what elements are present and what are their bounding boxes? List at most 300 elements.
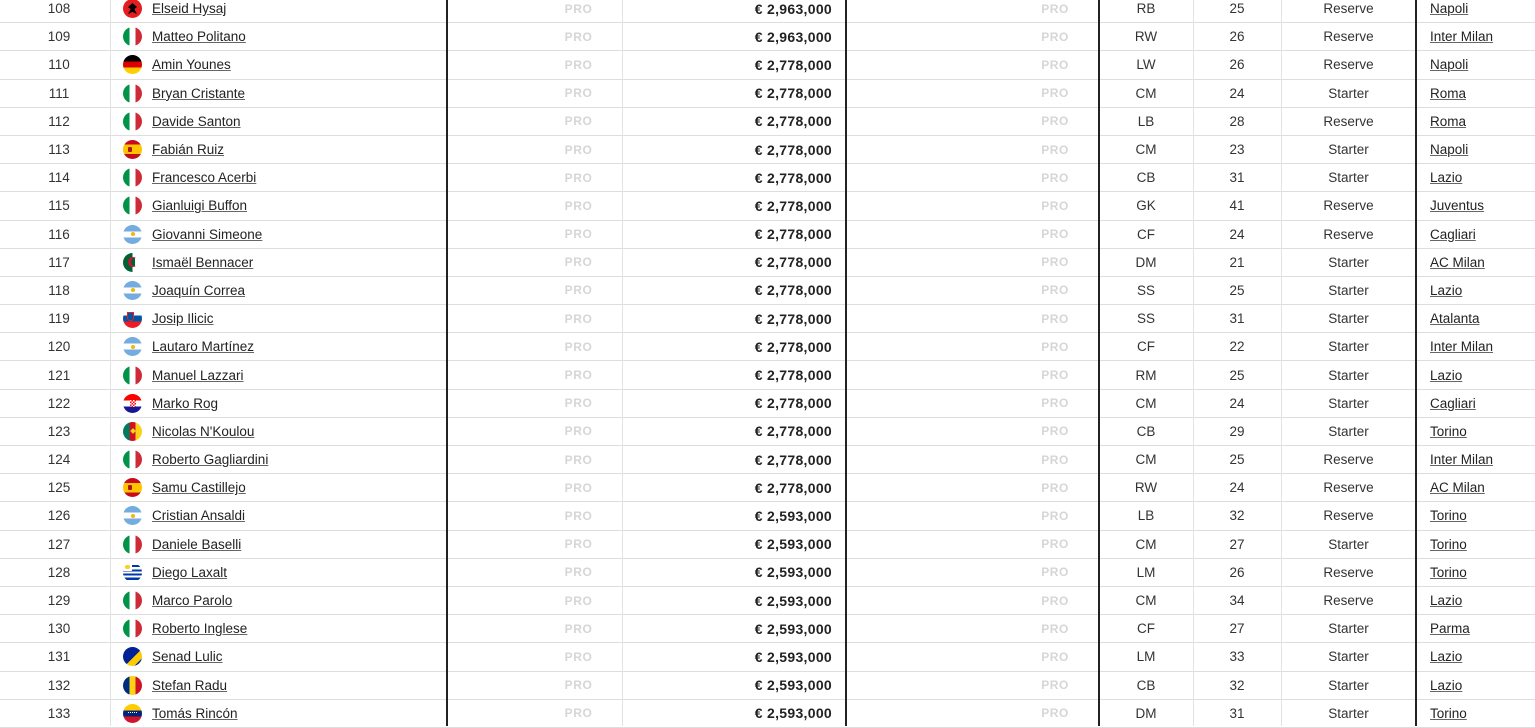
italy-flag-icon — [123, 84, 142, 103]
table-row — [0, 643, 1535, 671]
player-cell — [110, 502, 447, 529]
table-row — [0, 23, 1535, 51]
market-value-cell: € 2,778,000 — [754, 479, 832, 496]
player-link[interactable]: Francesco Acerbi — [152, 170, 257, 186]
pro-badge: PRO — [564, 593, 593, 608]
team-cell — [1416, 0, 1535, 22]
pro-badge: PRO — [1041, 170, 1069, 185]
team-link[interactable]: Atalanta — [1430, 311, 1480, 327]
column-divider — [845, 0, 847, 726]
rank-cell: 133 — [47, 705, 71, 721]
rank-cell: 120 — [47, 339, 71, 355]
team-cell — [1416, 446, 1535, 473]
player-link[interactable]: Roberto Gagliardini — [152, 452, 269, 468]
argentina-flag-icon — [123, 506, 142, 525]
player-link[interactable]: Stefan Radu — [152, 677, 228, 693]
age-cell: 31 — [1229, 311, 1245, 327]
market-value-cell: € 2,593,000 — [754, 592, 832, 609]
spain-flag-icon — [123, 140, 142, 159]
player-cell — [110, 418, 447, 445]
team-link[interactable]: Napoli — [1430, 1, 1469, 17]
player-link[interactable]: Nicolas N'Koulou — [152, 423, 255, 439]
team-cell — [1416, 531, 1535, 558]
market-value-cell: € 2,778,000 — [754, 254, 832, 271]
player-link[interactable]: Ismaël Bennacer — [152, 254, 254, 270]
pro-badge: PRO — [564, 142, 593, 157]
team-link[interactable]: Juventus — [1430, 198, 1485, 214]
market-value-cell: € 2,778,000 — [754, 423, 832, 440]
algeria-flag-icon — [123, 253, 142, 272]
player-link[interactable]: Amin Younes — [152, 57, 231, 73]
age-cell: 25 — [1229, 367, 1245, 383]
player-cell — [110, 587, 447, 614]
market-value-cell: € 2,778,000 — [754, 338, 832, 355]
rank-cell: 125 — [47, 480, 71, 496]
status-cell: Reserve — [1323, 508, 1374, 524]
argentina-flag-icon — [123, 337, 142, 356]
table-row — [0, 502, 1535, 530]
position-cell: LM — [1136, 564, 1156, 580]
team-link[interactable]: Lazio — [1430, 282, 1463, 298]
team-link[interactable]: Parma — [1430, 621, 1470, 637]
pro-badge: PRO — [1041, 368, 1069, 383]
pro-badge: PRO — [1041, 1, 1069, 16]
pro-badge: PRO — [564, 452, 593, 467]
player-cell — [110, 51, 447, 78]
position-cell: LB — [1137, 113, 1155, 129]
pro-badge: PRO — [1041, 57, 1069, 72]
player-cell — [110, 531, 447, 558]
team-cell — [1416, 23, 1535, 50]
status-cell: Starter — [1328, 621, 1369, 637]
player-link[interactable]: Josip Ilicic — [152, 311, 214, 327]
position-cell: DM — [1135, 254, 1157, 270]
pro-badge: PRO — [564, 649, 593, 664]
status-cell: Starter — [1328, 311, 1369, 327]
player-cell — [110, 108, 447, 135]
table-row — [0, 51, 1535, 79]
romania-flag-icon — [123, 676, 142, 695]
team-link[interactable]: Torino — [1430, 536, 1467, 552]
position-cell: CM — [1135, 452, 1157, 468]
status-cell: Starter — [1328, 705, 1369, 721]
team-cell — [1416, 108, 1535, 135]
position-cell: CF — [1137, 226, 1155, 242]
team-cell — [1416, 249, 1535, 276]
pro-badge: PRO — [1041, 396, 1069, 411]
team-cell — [1416, 587, 1535, 614]
pro-badge: PRO — [1041, 114, 1069, 129]
table-row — [0, 700, 1535, 728]
team-cell — [1416, 361, 1535, 388]
status-cell: Reserve — [1323, 593, 1374, 609]
position-cell: CM — [1135, 85, 1157, 101]
cameroon-flag-icon — [123, 422, 142, 441]
market-value-cell: € 2,593,000 — [754, 536, 832, 553]
player-cell — [110, 700, 447, 727]
player-link[interactable]: Marko Rog — [152, 395, 219, 411]
pro-badge: PRO — [564, 565, 593, 580]
rank-cell: 117 — [48, 254, 70, 270]
team-cell — [1416, 164, 1535, 191]
player-cell — [110, 80, 447, 107]
age-cell: 21 — [1229, 254, 1245, 270]
pro-badge: PRO — [1041, 142, 1069, 157]
team-link[interactable]: Cagliari — [1430, 226, 1476, 242]
pro-badge: PRO — [564, 114, 593, 129]
pro-badge: PRO — [564, 621, 593, 636]
position-cell: SS — [1136, 282, 1155, 298]
player-link[interactable]: Roberto Inglese — [152, 621, 248, 637]
rank-cell: 126 — [47, 508, 71, 524]
column-divider — [1415, 0, 1417, 726]
column-divider — [1098, 0, 1100, 726]
column-divider — [1281, 0, 1282, 726]
rank-cell: 118 — [48, 282, 70, 298]
rank-cell: 127 — [47, 536, 71, 552]
pro-badge: PRO — [564, 170, 593, 185]
status-cell: Reserve — [1323, 564, 1374, 580]
position-cell: GK — [1136, 198, 1156, 214]
column-divider — [622, 0, 623, 726]
rank-cell: 111 — [48, 85, 70, 101]
market-value-cell: € 2,778,000 — [754, 395, 832, 412]
uruguay-flag-icon — [123, 563, 142, 582]
rank-cell: 131 — [47, 649, 71, 665]
team-cell — [1416, 305, 1535, 332]
rank-cell: 132 — [47, 677, 71, 693]
team-link[interactable]: Torino — [1430, 705, 1467, 721]
age-cell: 26 — [1229, 57, 1245, 73]
player-link[interactable]: Cristian Ansaldi — [152, 508, 246, 524]
status-cell: Starter — [1328, 536, 1369, 552]
pro-badge: PRO — [564, 678, 593, 693]
team-cell — [1416, 418, 1535, 445]
italy-flag-icon — [123, 366, 142, 385]
age-cell: 25 — [1229, 452, 1245, 468]
age-cell: 29 — [1229, 423, 1245, 439]
team-cell — [1416, 192, 1535, 219]
pro-badge: PRO — [564, 57, 593, 72]
table-row — [0, 136, 1535, 164]
pro-badge: PRO — [1041, 198, 1069, 213]
pro-badge: PRO — [1041, 593, 1069, 608]
pro-badge: PRO — [564, 1, 593, 16]
argentina-flag-icon — [123, 225, 142, 244]
rank-cell: 115 — [48, 198, 70, 214]
pro-badge: PRO — [564, 29, 593, 44]
germany-flag-icon — [123, 55, 142, 74]
market-value-cell: € 2,593,000 — [754, 564, 832, 581]
table-row — [0, 164, 1535, 192]
status-cell: Reserve — [1323, 29, 1374, 45]
age-cell: 26 — [1229, 564, 1245, 580]
team-link[interactable]: Lazio — [1430, 677, 1463, 693]
team-link[interactable]: Napoli — [1430, 142, 1469, 158]
pro-badge: PRO — [1041, 255, 1069, 270]
market-value-cell: € 2,593,000 — [754, 648, 832, 665]
team-link[interactable]: Lazio — [1430, 649, 1463, 665]
position-cell: LM — [1136, 649, 1156, 665]
position-cell: CB — [1136, 423, 1156, 439]
team-cell — [1416, 672, 1535, 699]
table-row — [0, 305, 1535, 333]
table-row — [0, 192, 1535, 220]
player-cell — [110, 559, 447, 586]
player-cell — [110, 615, 447, 642]
rank-cell: 128 — [47, 564, 71, 580]
italy-flag-icon — [123, 27, 142, 46]
pro-badge: PRO — [1041, 508, 1069, 523]
player-link[interactable]: Davide Santon — [152, 113, 241, 129]
player-cell — [110, 446, 447, 473]
age-cell: 31 — [1229, 705, 1245, 721]
player-link[interactable]: Gianluigi Buffon — [152, 198, 248, 214]
team-link[interactable]: Lazio — [1430, 170, 1463, 186]
market-value-cell: € 2,778,000 — [754, 282, 832, 299]
rank-cell: 112 — [48, 113, 70, 129]
player-link[interactable]: Elseid Hysaj — [152, 1, 227, 17]
status-cell: Starter — [1328, 85, 1369, 101]
italy-flag-icon — [123, 168, 142, 187]
team-link[interactable]: AC Milan — [1430, 254, 1485, 270]
pro-badge: PRO — [564, 86, 593, 101]
pro-badge: PRO — [1041, 537, 1069, 552]
position-cell: CM — [1135, 536, 1157, 552]
position-cell: CM — [1135, 395, 1157, 411]
team-cell — [1416, 474, 1535, 501]
status-cell: Starter — [1328, 339, 1369, 355]
column-divider — [110, 0, 111, 726]
age-cell: 28 — [1229, 113, 1245, 129]
player-cell — [110, 0, 447, 22]
venezuela-flag-icon — [123, 704, 142, 723]
pro-badge: PRO — [1041, 227, 1069, 242]
age-cell: 24 — [1229, 480, 1245, 496]
spain-flag-icon — [123, 478, 142, 497]
pro-badge: PRO — [564, 396, 593, 411]
age-cell: 22 — [1229, 339, 1245, 355]
status-cell: Starter — [1328, 649, 1369, 665]
player-link[interactable]: Matteo Politano — [152, 29, 246, 45]
player-link[interactable]: Senad Lulic — [152, 649, 223, 665]
market-value-cell: € 2,593,000 — [754, 620, 832, 637]
player-link[interactable]: Samu Castillejo — [152, 480, 246, 496]
age-cell: 25 — [1229, 1, 1245, 17]
market-value-cell: € 2,778,000 — [754, 113, 832, 130]
table-row — [0, 108, 1535, 136]
age-cell: 31 — [1229, 170, 1245, 186]
position-cell: RM — [1135, 367, 1157, 383]
team-link[interactable]: Inter Milan — [1430, 29, 1494, 45]
player-link[interactable]: Marco Parolo — [152, 593, 233, 609]
rank-cell: 109 — [47, 29, 71, 45]
pro-badge: PRO — [564, 227, 593, 242]
pro-badge: PRO — [564, 255, 593, 270]
player-cell — [110, 249, 447, 276]
status-cell: Reserve — [1323, 480, 1374, 496]
market-value-cell: € 2,963,000 — [754, 28, 832, 45]
age-cell: 24 — [1229, 395, 1245, 411]
column-divider — [1193, 0, 1194, 726]
rank-cell: 121 — [47, 367, 71, 383]
rank-cell: 122 — [47, 395, 71, 411]
market-value-cell: € 2,778,000 — [754, 85, 832, 102]
player-link[interactable]: Bryan Cristante — [152, 85, 246, 101]
position-cell: CF — [1137, 621, 1155, 637]
player-link[interactable]: Tomás Rincón — [152, 705, 238, 721]
team-cell — [1416, 333, 1535, 360]
age-cell: 41 — [1229, 198, 1245, 214]
table-row — [0, 418, 1535, 446]
column-divider — [446, 0, 448, 726]
status-cell: Reserve — [1323, 452, 1374, 468]
table-row — [0, 249, 1535, 277]
age-cell: 26 — [1229, 29, 1245, 45]
position-cell: DM — [1135, 705, 1157, 721]
pro-badge: PRO — [1041, 706, 1069, 721]
team-cell — [1416, 502, 1535, 529]
pro-badge: PRO — [1041, 283, 1069, 298]
player-cell — [110, 333, 447, 360]
position-cell: CM — [1135, 593, 1157, 609]
table-row — [0, 277, 1535, 305]
status-cell: Starter — [1328, 395, 1369, 411]
team-cell — [1416, 390, 1535, 417]
team-link[interactable]: Napoli — [1430, 57, 1469, 73]
position-cell: LW — [1136, 57, 1156, 73]
age-cell: 33 — [1229, 649, 1245, 665]
team-link[interactable]: Torino — [1430, 564, 1467, 580]
status-cell: Starter — [1328, 142, 1369, 158]
player-cell — [110, 192, 447, 219]
player-cell — [110, 390, 447, 417]
status-cell: Starter — [1328, 254, 1369, 270]
team-cell — [1416, 277, 1535, 304]
team-link[interactable]: Torino — [1430, 423, 1467, 439]
table-row — [0, 390, 1535, 418]
status-cell: Reserve — [1323, 113, 1374, 129]
player-cell — [110, 164, 447, 191]
slovenia-flag-icon — [123, 309, 142, 328]
italy-flag-icon — [123, 450, 142, 469]
status-cell: Reserve — [1323, 1, 1374, 17]
age-cell: 32 — [1229, 508, 1245, 524]
team-cell — [1416, 615, 1535, 642]
player-cell — [110, 643, 447, 670]
bosnia-flag-icon — [123, 647, 142, 666]
pro-badge: PRO — [1041, 565, 1069, 580]
age-cell: 27 — [1229, 536, 1245, 552]
position-cell: LB — [1137, 508, 1155, 524]
player-link[interactable]: Daniele Baselli — [152, 536, 242, 552]
table-row — [0, 559, 1535, 587]
status-cell: Reserve — [1323, 226, 1374, 242]
team-cell — [1416, 221, 1535, 248]
market-value-cell: € 2,778,000 — [754, 310, 832, 327]
rank-cell: 119 — [48, 311, 70, 327]
pro-badge: PRO — [564, 537, 593, 552]
market-value-cell: € 2,593,000 — [754, 677, 832, 694]
player-link[interactable]: Joaquín Correa — [152, 282, 246, 298]
albania-flag-icon — [123, 0, 142, 18]
market-value-cell: € 2,778,000 — [754, 56, 832, 73]
table-row — [0, 587, 1535, 615]
pro-badge: PRO — [1041, 452, 1069, 467]
player-link[interactable]: Diego Laxalt — [152, 564, 228, 580]
position-cell: RW — [1134, 29, 1158, 45]
table-row — [0, 672, 1535, 700]
position-cell: CF — [1137, 339, 1155, 355]
status-cell: Starter — [1328, 677, 1369, 693]
position-cell: RW — [1134, 480, 1158, 496]
team-link[interactable]: Roma — [1430, 113, 1467, 129]
market-value-cell: € 2,593,000 — [754, 507, 832, 524]
team-link[interactable]: Inter Milan — [1430, 339, 1494, 355]
team-link[interactable]: AC Milan — [1430, 480, 1485, 496]
rank-cell: 130 — [47, 621, 71, 637]
market-value-cell: € 2,593,000 — [754, 705, 832, 722]
table-row — [0, 0, 1535, 23]
pro-badge: PRO — [1041, 86, 1069, 101]
pro-badge: PRO — [564, 508, 593, 523]
age-cell: 24 — [1229, 85, 1245, 101]
player-link[interactable]: Manuel Lazzari — [152, 367, 244, 383]
team-link[interactable]: Lazio — [1430, 367, 1463, 383]
pro-badge: PRO — [1041, 311, 1069, 326]
team-link[interactable]: Roma — [1430, 85, 1467, 101]
age-cell: 34 — [1229, 593, 1245, 609]
player-link[interactable]: Giovanni Simeone — [152, 226, 263, 242]
table-row — [0, 615, 1535, 643]
age-cell: 32 — [1229, 677, 1245, 693]
age-cell: 25 — [1229, 282, 1245, 298]
pro-badge: PRO — [564, 339, 593, 354]
team-link[interactable]: Cagliari — [1430, 395, 1476, 411]
table-row — [0, 221, 1535, 249]
pro-badge: PRO — [564, 311, 593, 326]
rank-cell: 110 — [48, 57, 70, 73]
rank-cell: 129 — [47, 593, 71, 609]
player-cell — [110, 474, 447, 501]
market-value-cell: € 2,778,000 — [754, 451, 832, 468]
player-link[interactable]: Lautaro Martínez — [152, 339, 255, 355]
market-value-cell: € 2,963,000 — [754, 0, 832, 17]
italy-flag-icon — [123, 619, 142, 638]
pro-badge: PRO — [564, 283, 593, 298]
rank-cell: 124 — [47, 452, 71, 468]
status-cell: Starter — [1328, 367, 1369, 383]
table-row — [0, 361, 1535, 389]
player-cell — [110, 136, 447, 163]
team-link[interactable]: Inter Milan — [1430, 452, 1494, 468]
table-row — [0, 531, 1535, 559]
rank-cell: 123 — [47, 423, 71, 439]
position-cell: CB — [1136, 677, 1156, 693]
pro-badge: PRO — [564, 424, 593, 439]
age-cell: 27 — [1229, 621, 1245, 637]
team-cell — [1416, 700, 1535, 727]
pro-badge: PRO — [564, 706, 593, 721]
italy-flag-icon — [123, 535, 142, 554]
market-value-cell: € 2,778,000 — [754, 226, 832, 243]
position-cell: CB — [1136, 170, 1156, 186]
team-cell — [1416, 51, 1535, 78]
rank-cell: 108 — [47, 1, 71, 17]
player-link[interactable]: Fabián Ruiz — [152, 142, 225, 158]
team-link[interactable]: Torino — [1430, 508, 1467, 524]
team-link[interactable]: Lazio — [1430, 593, 1463, 609]
